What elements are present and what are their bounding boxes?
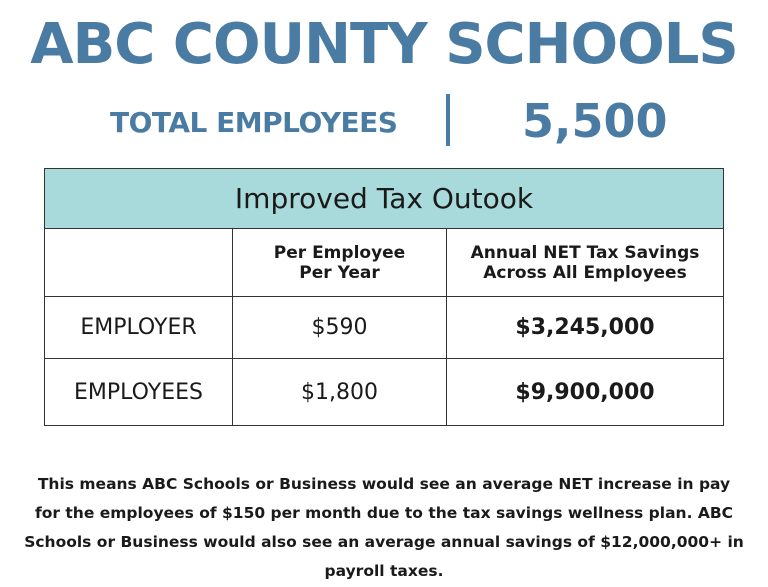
table-row xyxy=(45,297,723,359)
total-employees-value: 5,500 xyxy=(522,94,668,148)
page-title: ABC COUNTY SCHOOLS xyxy=(30,12,738,77)
total-employees-label: TOTAL EMPLOYEES xyxy=(110,106,398,139)
tax-outlook-table xyxy=(44,168,724,426)
footnote-text: This means ABC Schools or Business would see an average NET increase in pay for the employees of $150 per month due to the tax savings wellness plan. ABC Schools or Business would also see an average annual savings of $12,000,000+ in payroll taxes. xyxy=(24,475,744,580)
column-header-annual-savings: Annual NET Tax Savings Across All Employees xyxy=(470,242,700,283)
employees-per-employee-value: $1,800 xyxy=(233,359,447,425)
table-heading: Improved Tax Outook xyxy=(45,169,723,229)
employer-per-employee-value: $590 xyxy=(233,297,447,358)
divider xyxy=(446,94,450,146)
column-header-per-employee: Per Employee Per Year xyxy=(233,229,447,296)
employees-annual-savings-value: $9,900,000 xyxy=(515,379,655,405)
row-label-employees: EMPLOYEES xyxy=(45,359,233,425)
row-label-employer: EMPLOYER xyxy=(45,297,233,358)
column-header-empty xyxy=(45,229,233,296)
table-row xyxy=(45,359,723,425)
employer-annual-savings-value: $3,245,000 xyxy=(515,315,655,340)
total-employees-row xyxy=(0,92,768,152)
column-header-row xyxy=(45,229,723,297)
